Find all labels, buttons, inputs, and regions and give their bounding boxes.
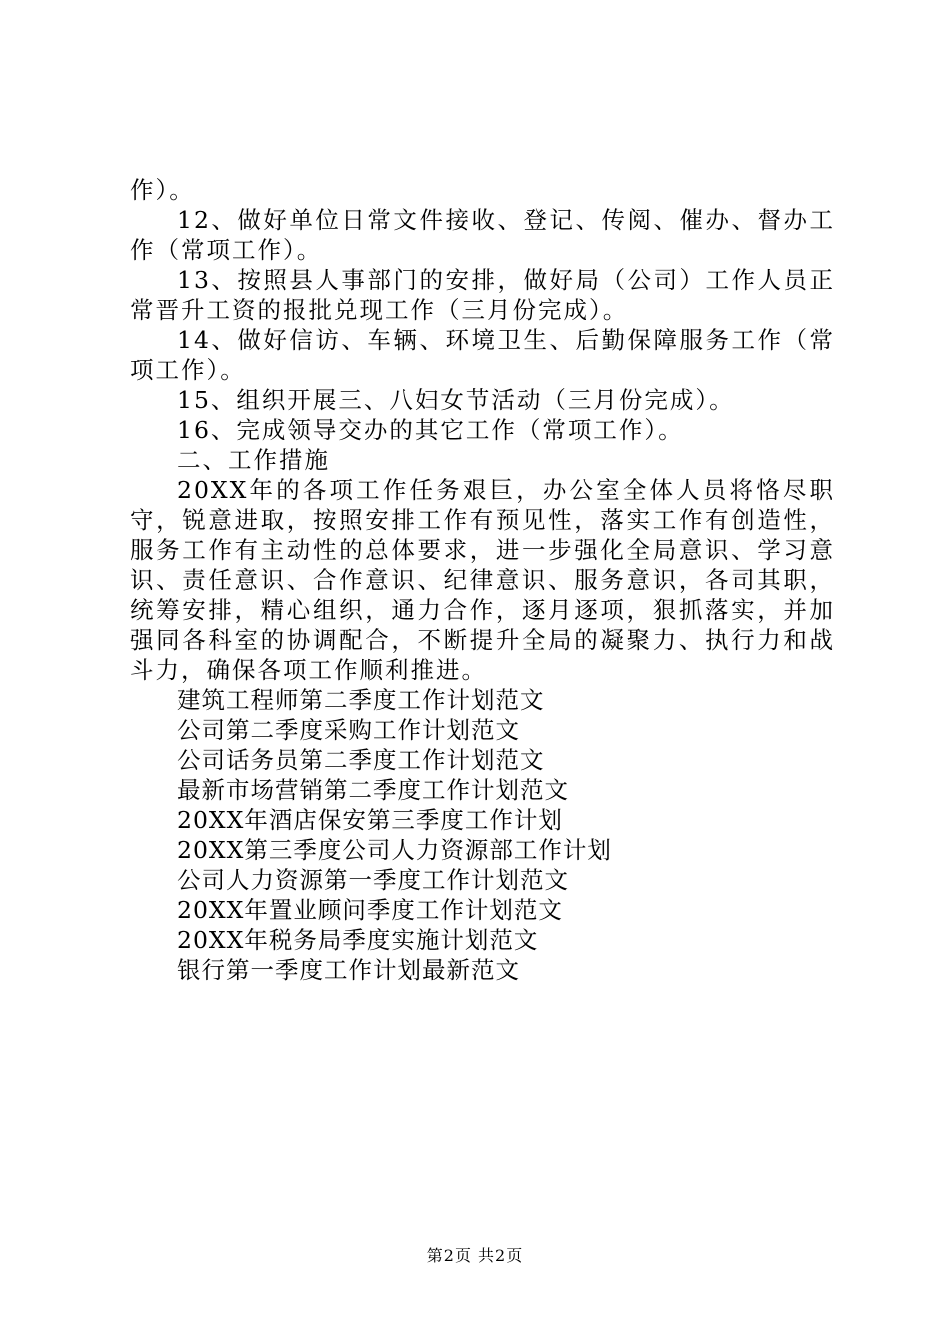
item-12: 12、做好单位日常文件接收、登记、传阅、催办、督办工作（常项工作）。 (130, 206, 835, 264)
related-link[interactable]: 银行第一季度工作计划最新范文 (177, 956, 520, 984)
measures-paragraph: 20XX年的各项工作任务艰巨，办公室全体人员将恪尽职守，锐意进取，按照安排工作有预见性，落实工作有创造性，服务工作有主动性的总体要求，进一步强化全局意识、学习意识、责任意识、合作意识、纪律意识、服务意识，各司其职，统筹安排，精心组织，通力合作，逐月逐项，狠抓落实，并加强同各科室的协调配合，不断提升全局的凝聚力、执行力和战斗力，确保各项工作顺利推进。 (130, 476, 835, 684)
item-15: 15、组织开展三、八妇女节活动（三月份完成）。 (177, 386, 735, 414)
related-link[interactable]: 建筑工程师第二季度工作计划范文 (177, 686, 545, 714)
related-link[interactable]: 20XX年酒店保安第三季度工作计划 (177, 806, 563, 834)
continued-line: 作）。 (130, 176, 195, 204)
related-link[interactable]: 20XX第三季度公司人力资源部工作计划 (177, 836, 612, 864)
related-link[interactable]: 20XX年税务局季度实施计划范文 (177, 926, 539, 954)
related-link[interactable]: 公司话务员第二季度工作计划范文 (177, 746, 545, 774)
related-link[interactable]: 公司人力资源第一季度工作计划范文 (177, 866, 569, 894)
item-14: 14、做好信访、车辆、环境卫生、后勤保障服务工作（常项工作）。 (130, 326, 835, 384)
related-link[interactable]: 公司第二季度采购工作计划范文 (177, 716, 520, 744)
item-13: 13、按照县人事部门的安排，做好局（公司）工作人员正常晋升工资的报批兑现工作（三月份完成）。 (130, 266, 835, 324)
page-footer: 第2页 共2页 (426, 1246, 524, 1265)
related-link[interactable]: 最新市场营销第二季度工作计划范文 (177, 776, 569, 804)
section-heading: 二、工作措施 (177, 446, 330, 474)
document-body (130, 175, 835, 985)
item-16: 16、完成领导交办的其它工作（常项工作）。 (177, 416, 684, 444)
related-link[interactable]: 20XX年置业顾问季度工作计划范文 (177, 896, 563, 924)
